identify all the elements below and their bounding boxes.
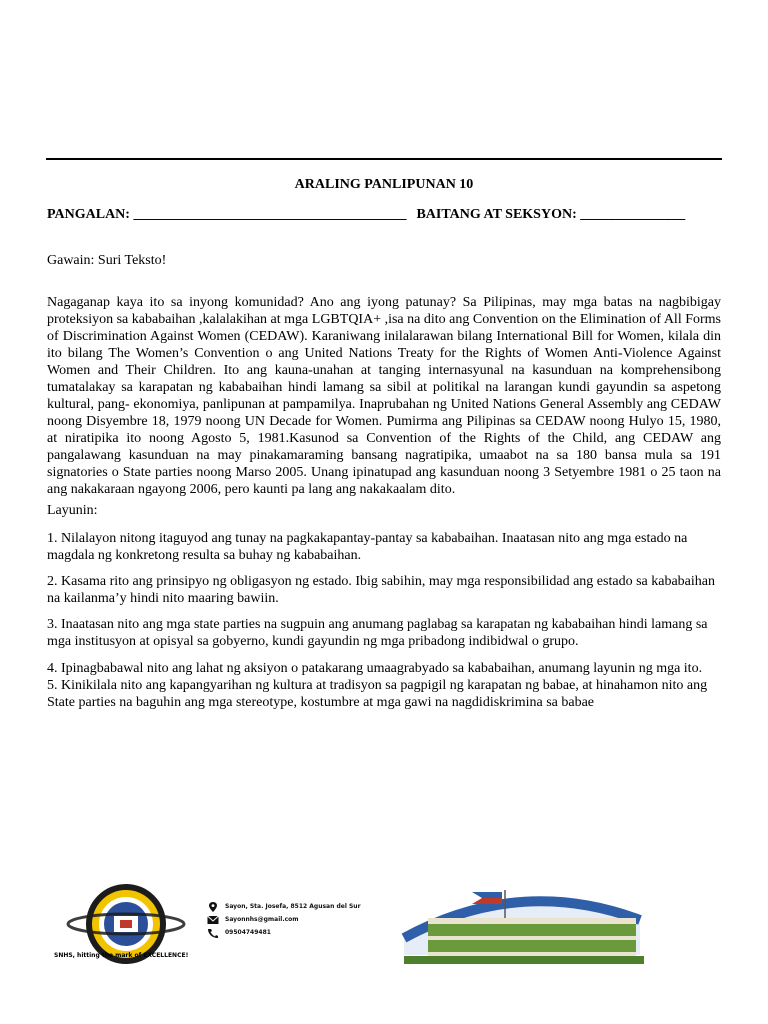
address-text: Sayon, Sta. Josefa, 8512 Agusan del Sur [225,903,361,910]
objective-5: 5. Kinikilala nito ang kapangyarihan ng kultura at tradisyon sa pagpigil ng karapatan ng babae, at hinahamon nito ang State parties na baguhin ang mga stereotype, kostumbre at mga gawi na nagdidiskrimina sa babae [47,678,708,710]
activity-title: Gawain: Suri Teksto! [47,253,167,268]
objectives-heading: Layunin: [47,503,98,518]
main-paragraph: Nagaganap kaya ito sa inyong komunidad? Ano ang iyong patunay? Sa Pilipinas, may mga batas na nagbibigay proteksiyon sa kababaihan ,kalalakihan at mga LGBTQIA+ ,isa na dito ang Convention on the Elimination of All Forms of Discrimination Against Women (CEDAW). Karaniwang inilalarawan bilang International Bill for Women, kilala din ito bilang The Women’s Convention o ang United Nations Treaty for the Rights of Women Anti-Violence Against Women and Their Children. Ito ang kauna-unahan at tanging internasyunal na kasunduan na komprehensibong tumatalakay sa karapatan ng kababaihan hindi lamang sa sibil at politikal na larangan kundi gayundin sa aspetong kultural, pang- ekonomiya, panlipunan at pampamilya. Inaprubahan ng United Nations General Assembly ang CEDAW noong Disyembre 18, 1979 noong UN Decade for Women. Pumirma ang Pilipinas sa CEDAW noong Hulyo 15, 1980, at niratipika ito noong Agosto 5, 1981.Kasunod sa Convention of the Rights of the Child, ang CEDAW ang pangalawang kasunduan na may pinakamaraming bansang nagratipika, umaabot na sa 180 bansa mula sa 191 signatories o State parties noong Marso 2005. Unang ipinatupad ang kasunduan noong 3 Setyembre 1981 o 25 taon na ang nakakaraan ngayong 2006, pero kaunti pa lang ang nakakaalam dito. [47,295,721,497]
email-icon [207,915,219,925]
email-row [207,913,361,926]
email-text: Sayonnhs@gmail.com [225,916,299,923]
phone-icon [207,928,219,938]
school-motto: SNHS, hitting the mark of EXCELLENCE! [54,952,189,959]
section-field: BAITANG AT SEKSYON: _______________ [416,207,686,222]
objective-3: 3. Inaatasan nito ang mga state parties na sugpuin ang anumang paglabag sa karapatan ng kababaihan hindi lamang sa mga institusyon at opisyal sa gobyerno, kundi gayundin ng mga pribadong indibidwal o grupo. [47,617,708,649]
deped-banner-graphic [404,890,644,964]
phone-row [207,926,361,939]
name-field: PANGALAN: _______________________________________ [47,207,407,222]
student-fields [47,207,685,223]
footer-graphics [0,880,768,990]
objective-2: 2. Kasama rito ang prinsipyo ng obligasyon ng estado. Ibig sabihin, may mga responsibilidad ang estado sa kababaihan na kailanma’y hindi nito maaring bawiin. [47,574,715,606]
phone-text: 09504749481 [225,929,271,936]
objective-4: 4. Ipinagbabawal nito ang lahat ng aksiyon o patakarang umaagrabyado sa kababaihan, anumang layunin ng mga ito. [47,661,703,676]
page-title: ARALING PANLIPUNAN 10 [294,177,474,192]
location-pin-icon [207,902,219,912]
contact-info [207,900,361,939]
address-row [207,900,361,913]
header-rule [46,158,722,160]
objective-1: 1. Nilalayon nitong itaguyod ang tunay na pagkakapantay-pantay sa kababaihan. Inaatasan nito ang mga estado na magdala ng konkretong resulta sa buhay ng kababaihan. [47,531,688,563]
